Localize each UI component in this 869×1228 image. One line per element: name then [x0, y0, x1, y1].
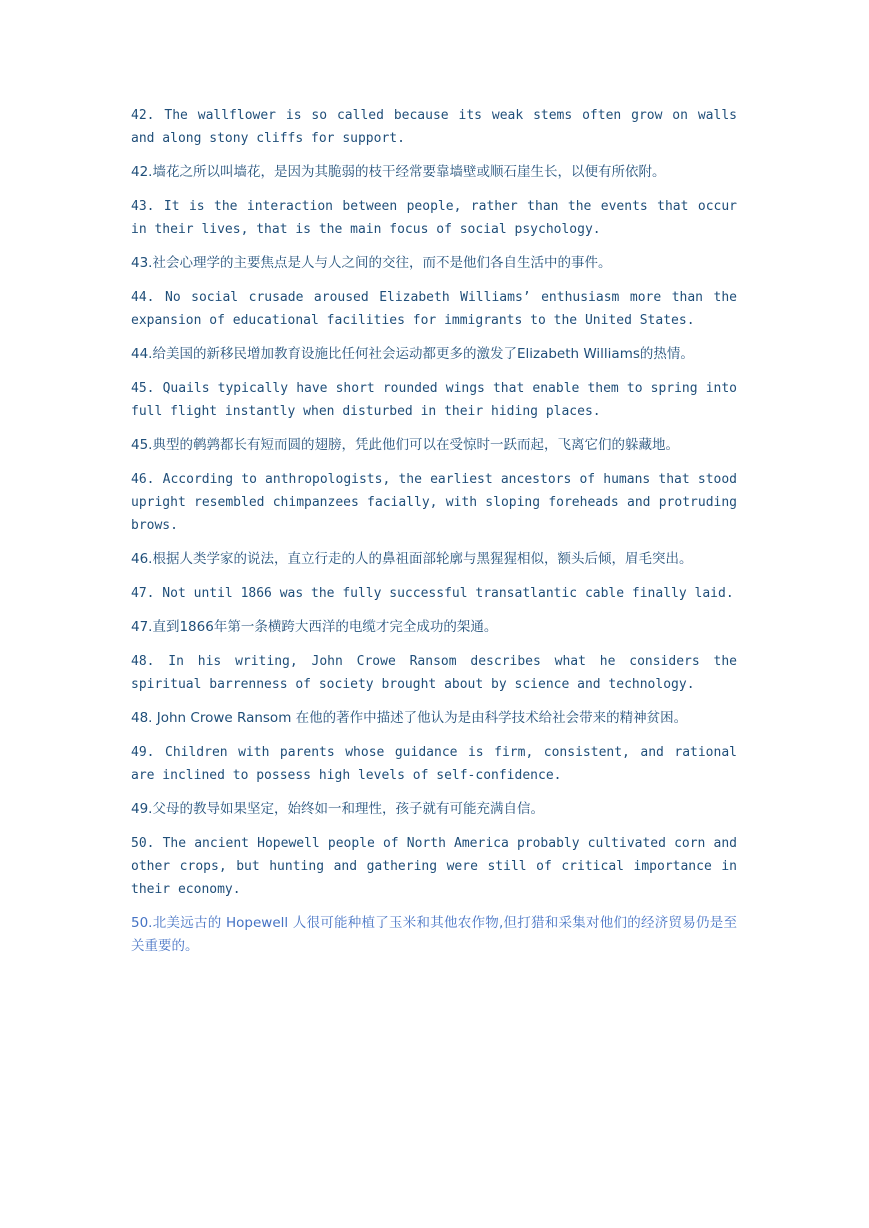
sentence-49-english: 49. Children with parents whose guidance is firm, consistent, and rational are inclined to possess high levels of self-confidence. — [131, 745, 737, 783]
sentence-44-chinese: 44.给美国的新移民增加教育设施比任何社会运动都更多的激发了Elizabeth Williams的热情。 — [131, 346, 694, 362]
sentence-48-english: 48. In his writing, John Crowe Ransom describes what he considers the spiritual barrenness of society brought about by science and technology. — [131, 654, 737, 692]
sentence-47-chinese: 47.直到1866年第一条横跨大西洋的电缆才完全成功的架通。 — [131, 619, 498, 635]
sentence-49-chinese: 49.父母的教导如果坚定，始终如一和理性，孩子就有可能充满自信。 — [131, 801, 544, 817]
sentence-47-english: 47. Not until 1866 was the fully successful transatlantic cable finally laid. — [131, 586, 734, 601]
sentence-45-english: 45. Quails typically have short rounded wings that enable them to spring into full flight instantly when disturbed in their hiding places. — [131, 381, 737, 419]
document-page — [131, 104, 737, 969]
sentence-42-chinese: 42.墙花之所以叫墙花，是因为其脆弱的枝干经常要靠墙壁或顺石崖生长，以便有所依附。 — [131, 164, 666, 180]
sentence-43-chinese: 43.社会心理学的主要焦点是人与人之间的交往，而不是他们各自生活中的事件。 — [131, 255, 612, 271]
sentence-43-english: 43. It is the interaction between people, rather than the events that occur in their lives, that is the main focus of social psychology. — [131, 199, 737, 237]
sentence-46-english: 46. According to anthropologists, the earliest ancestors of humans that stood upright resembled chimpanzees facially, with sloping foreheads and protruding brows. — [131, 472, 737, 533]
sentence-44-english: 44. No social crusade aroused Elizabeth Williams’ enthusiasm more than the expansion of educational facilities for immigrants to the United States. — [131, 290, 737, 328]
sentence-45-chinese: 45.典型的鹌鹑都长有短而圆的翅膀，凭此他们可以在受惊时一跃而起，飞离它们的躲藏地。 — [131, 437, 679, 453]
sentence-42-english: 42. The wallflower is so called because its weak stems often grow on walls and along stony cliffs for support. — [131, 108, 737, 146]
sentence-50-chinese: 50.北美远古的 Hopewell 人很可能种植了玉米和其他农作物,但打猎和采集对他们的经济贸易仍是至关重要的。 — [131, 915, 737, 954]
sentence-50-english: 50. The ancient Hopewell people of North America probably cultivated corn and other crops, but hunting and gathering were still of critical importance in their economy. — [131, 836, 737, 897]
sentence-46-chinese: 46.根据人类学家的说法，直立行走的人的鼻祖面部轮廓与黑猩猩相似，额头后倾，眉毛突出。 — [131, 551, 693, 567]
sentence-48-chinese: 48. John Crowe Ransom 在他的著作中描述了他认为是由科学技术给社会带来的精神贫困。 — [131, 710, 688, 726]
